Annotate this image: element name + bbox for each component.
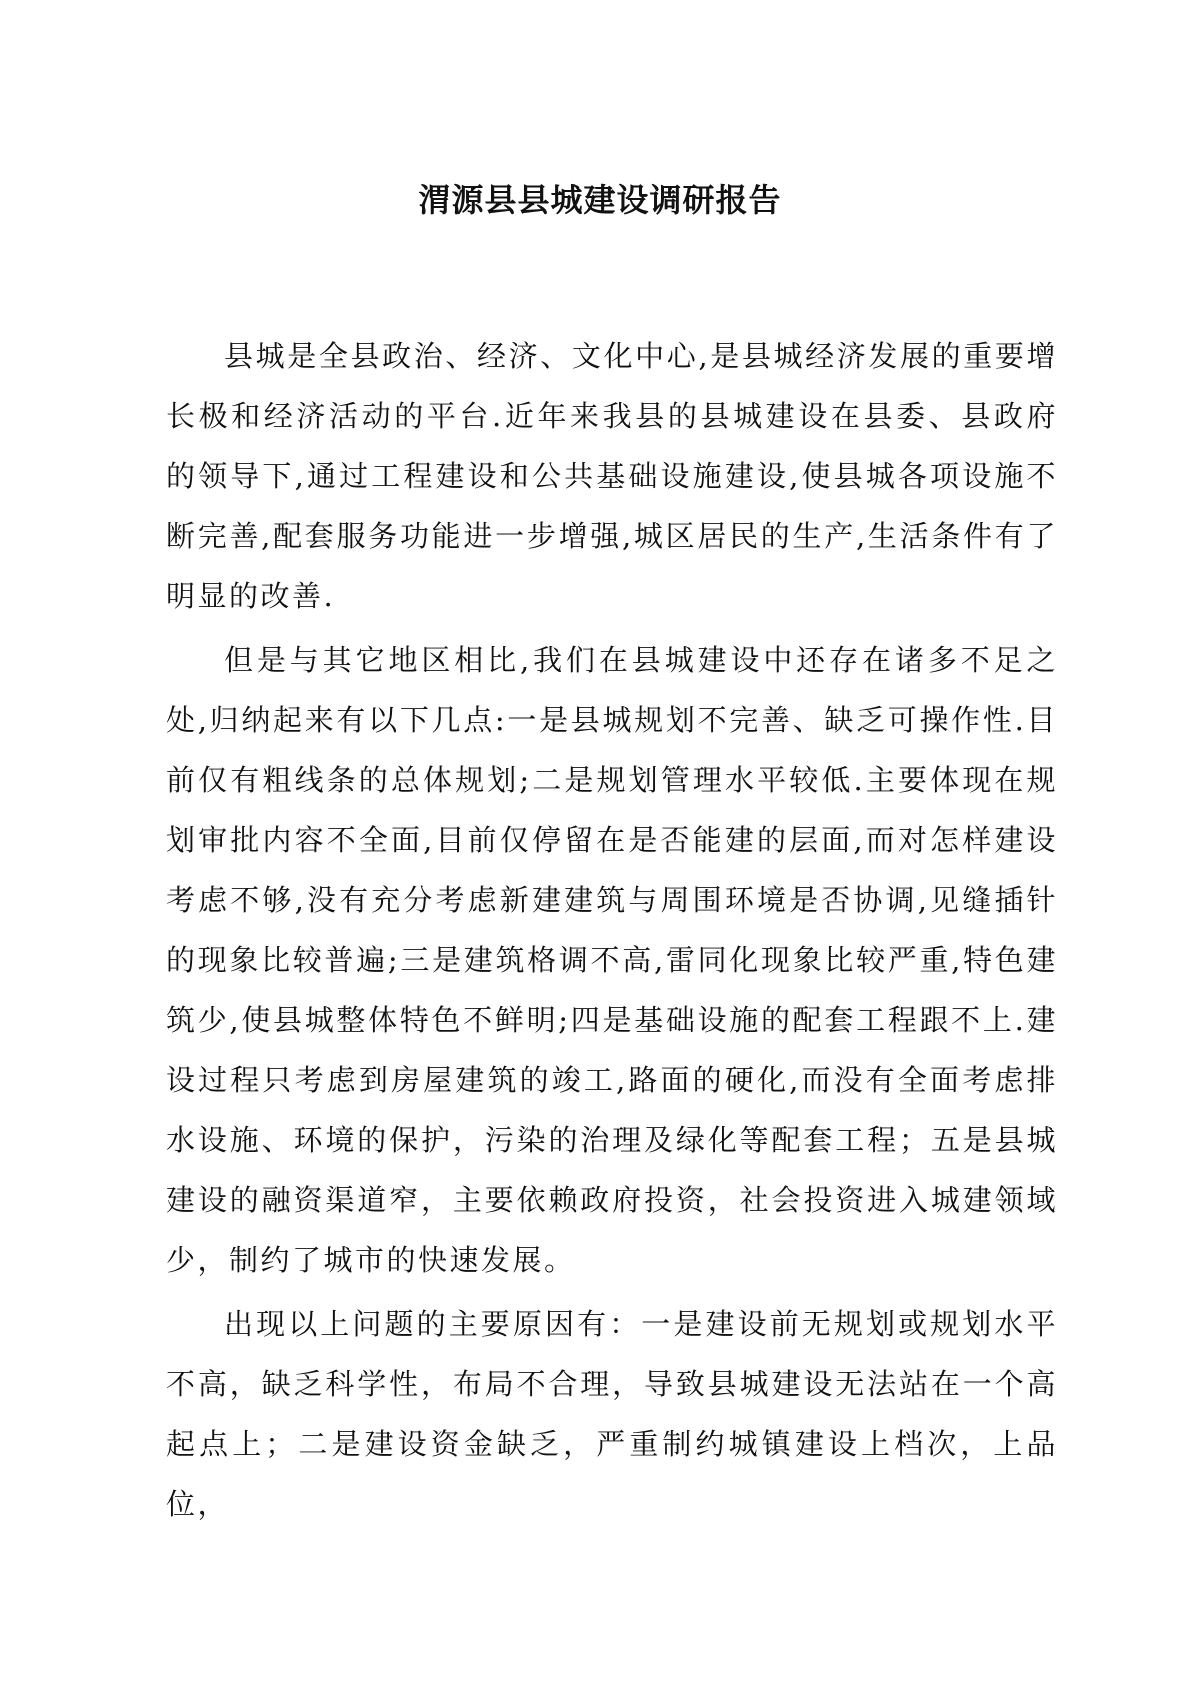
- document-body: [166, 326, 1058, 1534]
- paragraph-problems: 但是与其它地区相比,我们在县城建设中还存在诸多不足之处,归纳起来有以下几点:一是县城规划不完善、缺乏可操作性.目前仅有粗线条的总体规划;二是规划管理水平较低.主要体现在规划审批内容不全面,目前仅停留在是否能建的层面,而对怎样建设考虑不够,没有充分考虑新建建筑与周围环境是否协调,见缝插针的现象比较普遍;三是建筑格调不高,雷同化现象比较严重,特色建筑少,使县城整体特色不鲜明;四是基础设施的配套工程跟不上.建设过程只考虑到房屋建筑的竣工,路面的硬化,而没有全面考虑排水设施、环境的保护，污染的治理及绿化等配套工程；五是县城建设的融资渠道窄，主要依赖政府投资，社会投资进入城建领域少，制约了城市的快速发展。: [166, 643, 1058, 1277]
- document-title: 渭源县县城建设调研报告: [418, 181, 782, 219]
- paragraph-causes: 出现以上问题的主要原因有：一是建设前无规划或规划水平不高，缺乏科学性，布局不合理，导致县城建设无法站在一个高起点上；二是建设资金缺乏，严重制约城镇建设上档次，上品位，: [166, 1307, 1058, 1521]
- paragraph-intro: 县城是全县政治、经济、文化中心,是县城经济发展的重要增长极和经济活动的平台.近年来我县的县城建设在县委、县政府的领导下,通过工程建设和公共基础设施建设,使县城各项设施不断完善,配套服务功能进一步增强,城区居民的生产,生活条件有了明显的改善.: [166, 339, 1058, 613]
